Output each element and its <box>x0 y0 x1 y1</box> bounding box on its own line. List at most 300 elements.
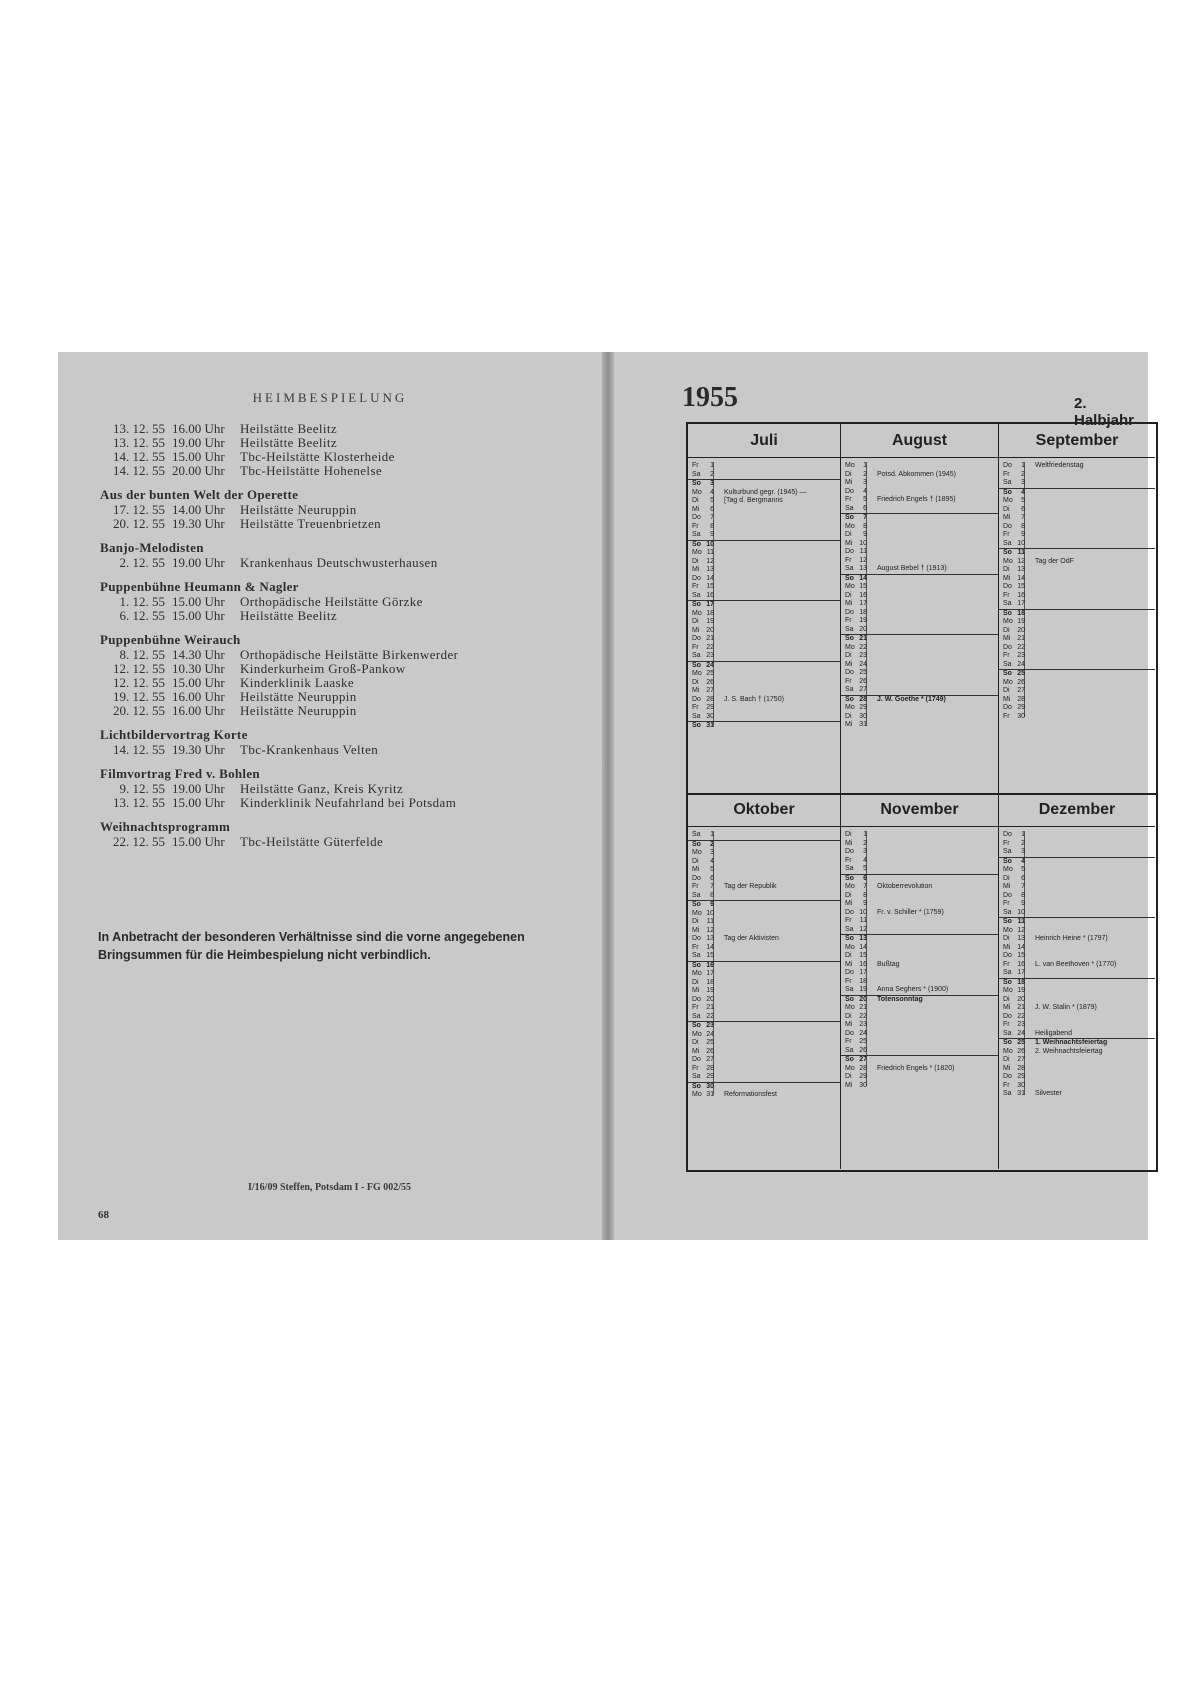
weekday-abbr: Fr <box>845 617 852 624</box>
day-event: Tag der OdF <box>1035 557 1074 565</box>
weekday-abbr: Sa <box>1003 539 1012 547</box>
calendar-day <box>999 969 1155 978</box>
day-number: 24 <box>706 661 714 669</box>
calendar-half: 2. Halbjahr <box>1074 395 1135 429</box>
weekday-abbr: Fr <box>1003 839 1010 847</box>
day-number: 12 <box>706 926 714 934</box>
weekday-abbr: Di <box>845 831 852 838</box>
day-number: 28 <box>1017 695 1025 703</box>
day-event: J. W. Goethe * (1749) <box>877 695 946 703</box>
weekday-abbr: So <box>1003 549 1012 556</box>
weekday-abbr: Fr <box>1003 531 1010 538</box>
day-event: Reformationsfest <box>724 1091 777 1098</box>
month-name: August <box>841 424 998 458</box>
weekday-abbr: Mi <box>845 539 853 547</box>
day-number: 13 <box>1017 566 1025 573</box>
day-number: 10 <box>706 909 714 917</box>
calendar-day <box>688 1013 840 1022</box>
weekday-abbr: Do <box>845 908 854 916</box>
day-number: 29 <box>859 1073 867 1080</box>
day-event: Tag der Aktivisten <box>724 935 779 942</box>
calendar-day <box>999 635 1155 644</box>
weekday-abbr: So <box>845 1056 854 1063</box>
calendar-day <box>999 471 1155 480</box>
weekday-abbr: Di <box>845 712 852 720</box>
calendar-day <box>841 892 998 901</box>
weekday-abbr: Di <box>692 678 699 686</box>
weekday-abbr: Di <box>692 918 699 925</box>
weekday-abbr: Mo <box>845 522 855 530</box>
weekday-abbr: Sa <box>692 712 701 720</box>
day-number: 4 <box>863 856 867 864</box>
day-number: 27 <box>706 687 714 694</box>
day-event: Weltfriedenstag <box>1035 462 1084 469</box>
day-number: 22 <box>859 1012 867 1020</box>
weekday-abbr: Mi <box>845 1021 853 1028</box>
day-number: 29 <box>1017 704 1025 711</box>
weekday-abbr: Mo <box>845 1004 855 1011</box>
calendar-day <box>999 1038 1155 1048</box>
weekday-abbr: Di <box>692 618 699 625</box>
weekday-abbr: Mi <box>845 721 853 728</box>
day-number: 10 <box>1017 539 1025 547</box>
schedule-row <box>100 422 600 436</box>
calendar-day <box>841 557 998 566</box>
calendar-day <box>688 1056 840 1065</box>
calendar-day <box>841 995 998 1005</box>
calendar-day <box>688 1065 840 1074</box>
day-number: 6 <box>1021 874 1025 882</box>
weekday-abbr: Fr <box>692 522 699 530</box>
weekday-abbr: Di <box>845 1073 852 1080</box>
calendar-day <box>999 488 1155 498</box>
day-number: 13 <box>859 565 867 572</box>
weekday-abbr: Mo <box>692 488 702 496</box>
entry-place: Heilstätte Neuruppin <box>240 502 357 517</box>
calendar-day <box>841 600 998 609</box>
weekday-abbr: Mi <box>1003 943 1011 951</box>
day-number: 13 <box>706 935 714 942</box>
entry-time: 19.30 Uhr <box>172 742 225 757</box>
weekday-abbr: Mi <box>845 900 853 907</box>
day-number: 2 <box>863 839 867 847</box>
calendar-day <box>688 849 840 858</box>
weekday-abbr: Fr <box>692 943 699 951</box>
day-number: 18 <box>859 977 867 985</box>
weekday-abbr: Do <box>845 487 854 495</box>
schedule-row <box>100 835 600 849</box>
day-number: 24 <box>1017 1029 1025 1037</box>
calendar-day <box>841 1004 998 1013</box>
day-number: 22 <box>1017 643 1025 651</box>
calendar-day <box>688 1091 840 1100</box>
entry-time: 19.00 Uhr <box>172 781 225 796</box>
weekday-abbr: Sa <box>845 986 854 993</box>
month-dezember <box>998 793 1155 1169</box>
calendar-day <box>841 695 998 705</box>
day-number: 2 <box>863 470 867 478</box>
day-number: 15 <box>859 952 867 959</box>
calendar-day <box>999 857 1155 867</box>
calendar-day <box>688 831 840 840</box>
weekday-abbr: Mo <box>1003 1047 1013 1055</box>
day-event: Heinrich Heine * (1797) <box>1035 935 1108 942</box>
day-number: 3 <box>710 849 714 856</box>
calendar-day <box>841 944 998 953</box>
calendar-day <box>688 944 840 953</box>
entry-date: 13. 12. 55 <box>113 435 165 450</box>
calendar-day <box>841 617 998 626</box>
day-number: 3 <box>863 848 867 855</box>
schedule-row <box>100 782 600 796</box>
day-number: 27 <box>706 1056 714 1063</box>
weekday-abbr: So <box>1003 1039 1012 1046</box>
weekday-abbr: Sa <box>692 652 701 659</box>
day-number: 18 <box>706 978 714 986</box>
day-number: 27 <box>1017 687 1025 694</box>
day-number: 1 <box>710 831 714 838</box>
calendar-day <box>841 652 998 661</box>
calendar-day <box>999 1056 1155 1065</box>
weekday-abbr: Do <box>1003 643 1012 651</box>
day-number: 23 <box>859 652 867 659</box>
day-number: 10 <box>859 908 867 916</box>
calendar-day <box>688 514 840 523</box>
calendar-day <box>688 704 840 713</box>
weekday-abbr: So <box>845 574 854 582</box>
weekday-abbr: Fr <box>845 856 852 864</box>
day-number: 25 <box>706 1039 714 1046</box>
weekday-abbr: Do <box>1003 1012 1012 1020</box>
day-number: 7 <box>863 514 867 521</box>
calendar-day <box>999 917 1155 927</box>
half-year-divider <box>688 793 1156 795</box>
day-number: 30 <box>859 712 867 720</box>
day-event: Tag der Republik <box>724 883 777 890</box>
calendar-day <box>999 618 1155 627</box>
calendar-day <box>688 935 840 944</box>
entry-date: 13. 12. 55 <box>113 795 165 810</box>
weekday-abbr: Do <box>1003 952 1012 959</box>
weekday-abbr: Di <box>1003 626 1010 634</box>
entry-date: 20. 12. 55 <box>113 703 165 718</box>
calendar-day <box>841 686 998 695</box>
weekday-abbr: Mi <box>1003 574 1011 582</box>
entry-date: 6. 12. 55 <box>119 608 165 623</box>
day-number: 8 <box>710 522 714 530</box>
entry-place: Heilstätte Beelitz <box>240 435 338 450</box>
calendar-day <box>688 479 840 489</box>
day-number: 31 <box>706 722 714 729</box>
calendar-day <box>688 858 840 867</box>
day-number: 7 <box>863 883 867 890</box>
group-title: Aus der bunten Welt der Operette <box>100 487 299 502</box>
book-gutter <box>602 352 614 1240</box>
weekday-abbr: Mi <box>692 987 700 994</box>
entry-date: 14. 12. 55 <box>113 742 165 757</box>
calendar-day <box>688 558 840 567</box>
weekday-abbr: Mi <box>845 479 853 486</box>
calendar-day <box>841 505 998 514</box>
day-number: 1 <box>863 831 867 838</box>
day-number: 7 <box>1021 514 1025 521</box>
calendar-day <box>999 875 1155 884</box>
weekday-abbr: Do <box>845 848 854 855</box>
weekday-abbr: Di <box>1003 995 1010 1003</box>
calendar-day <box>999 592 1155 601</box>
weekday-abbr: Mo <box>1003 678 1013 686</box>
weekday-abbr: Mo <box>845 643 855 651</box>
calendar-day <box>688 670 840 679</box>
calendar-day <box>688 866 840 875</box>
weekday-abbr: So <box>1003 857 1012 865</box>
entry-place: Heilstätte Treuenbrietzen <box>240 516 382 531</box>
day-event: Potsd. Abkommen (1945) <box>877 470 956 478</box>
day-number: 11 <box>706 918 714 925</box>
day-number: 28 <box>706 695 714 703</box>
entry-date: 13. 12. 55 <box>113 421 165 436</box>
entry-date: 8. 12. 55 <box>119 647 165 662</box>
day-number: 26 <box>1017 1047 1025 1055</box>
weekday-abbr: Fr <box>845 677 852 685</box>
entry-place: Heilstätte Neuruppin <box>240 703 357 718</box>
entry-date: 12. 12. 55 <box>113 661 165 676</box>
weekday-abbr: Di <box>1003 566 1010 573</box>
day-number: 24 <box>859 660 867 668</box>
entry-date: 14. 12. 55 <box>113 463 165 478</box>
entry-time: 16.00 Uhr <box>172 421 225 436</box>
calendar-day <box>688 506 840 515</box>
calendar-day <box>999 704 1155 713</box>
calendar-day <box>688 1031 840 1040</box>
day-number: 30 <box>706 712 714 720</box>
calendar-day <box>999 935 1155 944</box>
day-number: 23 <box>706 652 714 659</box>
calendar-day <box>688 618 840 627</box>
calendar-day <box>841 865 998 874</box>
weekday-abbr: Mi <box>692 687 700 694</box>
day-event: 2. Weihnachtsfeiertag <box>1035 1047 1103 1055</box>
page-heading: HEIMBESPIELUNG <box>252 390 408 405</box>
entry-time: 15.00 Uhr <box>172 675 225 690</box>
weekday-abbr: Do <box>692 1056 701 1063</box>
weekday-abbr: So <box>1003 978 1012 986</box>
schedule-row <box>100 796 600 810</box>
calendar-day <box>999 961 1155 970</box>
day-event: Anna Seghers * (1900) <box>877 986 949 993</box>
calendar-day <box>999 669 1155 679</box>
weekday-abbr: Do <box>1003 583 1012 590</box>
calendar-day <box>688 679 840 688</box>
day-number: 18 <box>859 608 867 616</box>
calendar-day <box>999 540 1155 549</box>
day-number: 15 <box>706 583 714 590</box>
day-number: 19 <box>1017 987 1025 994</box>
weekday-abbr: So <box>692 961 701 969</box>
weekday-abbr: So <box>692 601 701 608</box>
weekday-abbr: Mo <box>692 909 702 917</box>
weekday-abbr: Sa <box>845 686 854 693</box>
day-number: 6 <box>710 874 714 882</box>
calendar-day <box>688 635 840 644</box>
weekday-abbr: Mo <box>845 883 855 890</box>
calendar-day <box>841 831 998 840</box>
calendar-day <box>999 558 1155 567</box>
calendar-day <box>688 610 840 619</box>
day-number: 25 <box>1017 670 1025 677</box>
day-number: 17 <box>706 970 714 977</box>
weekday-abbr: So <box>692 1022 701 1029</box>
weekday-abbr: Do <box>692 574 701 582</box>
calendar-day <box>999 1048 1155 1057</box>
entry-place: Heilstätte Neuruppin <box>240 689 357 704</box>
calendar-day <box>999 679 1155 688</box>
weekday-abbr: Mi <box>692 566 700 573</box>
calendar-day <box>841 1055 998 1065</box>
weekday-abbr: Do <box>1003 522 1012 530</box>
day-number: 2 <box>1021 470 1025 478</box>
calendar-day <box>841 462 998 471</box>
day-number: 14 <box>706 574 714 582</box>
day-number: 10 <box>1017 908 1025 916</box>
calendar-day <box>688 952 840 961</box>
weekday-abbr: Do <box>692 514 701 521</box>
weekday-abbr: So <box>692 901 701 908</box>
calendar-day <box>841 548 998 557</box>
day-number: 7 <box>1021 883 1025 890</box>
weekday-abbr: So <box>845 874 854 882</box>
entry-date: 1. 12. 55 <box>119 594 165 609</box>
weekday-abbr: So <box>692 661 701 669</box>
day-number: 3 <box>1021 848 1025 855</box>
schedule-row <box>100 676 600 690</box>
schedule-row <box>100 595 600 609</box>
day-number: 3 <box>710 480 714 487</box>
day-number: 15 <box>1017 952 1025 959</box>
weekday-abbr: Mo <box>1003 557 1013 565</box>
day-number: 17 <box>1017 969 1025 976</box>
weekday-abbr: Mo <box>692 849 702 856</box>
calendar-day <box>841 952 998 961</box>
entry-place: Tbc-Krankenhaus Velten <box>240 742 379 757</box>
schedule-row <box>100 662 600 676</box>
day-number: 12 <box>1017 926 1025 934</box>
day-number: 19 <box>859 617 867 624</box>
day-event: August Bebel † (1913) <box>877 565 947 572</box>
day-number: 18 <box>1017 609 1025 617</box>
day-number: 29 <box>706 1073 714 1080</box>
schedule-row <box>100 517 600 531</box>
day-number: 9 <box>710 901 714 908</box>
weekday-abbr: Fr <box>1003 652 1010 659</box>
day-event: Friedrich Engels * (1820) <box>877 1064 955 1072</box>
weekday-abbr: Do <box>845 669 854 676</box>
weekday-abbr: So <box>692 722 701 729</box>
calendar-day <box>999 1030 1155 1039</box>
day-number: 28 <box>859 695 867 703</box>
day-number: 25 <box>859 669 867 676</box>
calendar-day <box>841 978 998 987</box>
weekday-abbr: Di <box>692 857 699 865</box>
weekday-abbr: Mi <box>692 505 700 513</box>
day-number: 28 <box>1017 1064 1025 1072</box>
calendar-day <box>841 644 998 653</box>
calendar-day <box>841 626 998 635</box>
day-number: 3 <box>1021 479 1025 486</box>
day-number: 10 <box>706 540 714 548</box>
calendar-day <box>841 592 998 601</box>
day-event: Heiligabend <box>1035 1029 1072 1037</box>
calendar-day <box>688 462 840 471</box>
entry-place: Heilstätte Beelitz <box>240 608 338 623</box>
weekday-abbr: Mi <box>845 1081 853 1089</box>
calendar-day <box>999 479 1155 488</box>
day-event: Fr. v. Schiller * (1759) <box>877 908 944 916</box>
weekday-abbr: So <box>1003 670 1012 677</box>
entry-place: Kinderkurheim Groß-Pankow <box>240 661 406 676</box>
day-number: 11 <box>1017 918 1025 925</box>
day-number: 6 <box>1021 505 1025 513</box>
day-number: 17 <box>859 969 867 976</box>
calendar-day <box>688 996 840 1005</box>
day-number: 1 <box>1021 462 1025 469</box>
weekday-abbr: Mo <box>1003 866 1013 873</box>
calendar-day <box>688 713 840 722</box>
day-number: 25 <box>859 1038 867 1045</box>
schedule-row <box>100 464 600 478</box>
calendar-day <box>841 909 998 918</box>
day-number: 3 <box>863 479 867 486</box>
calendar-day <box>841 713 998 722</box>
entry-place: Kinderklinik Neufahrland bei Potsdam <box>240 795 457 810</box>
schedule-row <box>100 503 600 517</box>
day-event: Bußtag <box>877 960 900 968</box>
day-number: 5 <box>710 497 714 504</box>
day-number: 31 <box>859 721 867 728</box>
page-number: 68 <box>98 1209 109 1221</box>
weekday-abbr: Mi <box>692 1047 700 1055</box>
calendar-day <box>841 1038 998 1047</box>
calendar-day <box>841 678 998 687</box>
month-juli <box>688 424 840 793</box>
day-number: 1 <box>710 462 714 469</box>
weekday-abbr: Sa <box>845 865 854 872</box>
weekday-abbr: Mi <box>845 600 853 607</box>
day-number: 23 <box>1017 652 1025 659</box>
day-number: 17 <box>1017 600 1025 607</box>
calendar-day <box>841 704 998 713</box>
weekday-abbr: Do <box>692 874 701 882</box>
day-number: 16 <box>706 961 714 969</box>
calendar-day <box>841 523 998 532</box>
day-number: 8 <box>863 522 867 530</box>
entry-place: Heilstätte Beelitz <box>240 421 338 436</box>
notice-line-1: In Anbetracht der besonderen Verhältnisse sind die vorne angegebenen <box>98 930 525 944</box>
entry-time: 15.00 Uhr <box>172 608 225 623</box>
calendar-day <box>999 523 1155 532</box>
calendar-day <box>841 634 998 644</box>
day-number: 30 <box>1017 712 1025 720</box>
weekday-abbr: Mo <box>692 549 702 556</box>
day-number: 26 <box>859 1046 867 1054</box>
calendar-day <box>999 1082 1155 1091</box>
day-number: 20 <box>706 626 714 634</box>
month-name: Dezember <box>999 793 1155 827</box>
calendar-day <box>999 548 1155 558</box>
weekday-abbr: Fr <box>692 643 699 651</box>
calendar-day <box>688 523 840 532</box>
left-page <box>58 352 602 1240</box>
